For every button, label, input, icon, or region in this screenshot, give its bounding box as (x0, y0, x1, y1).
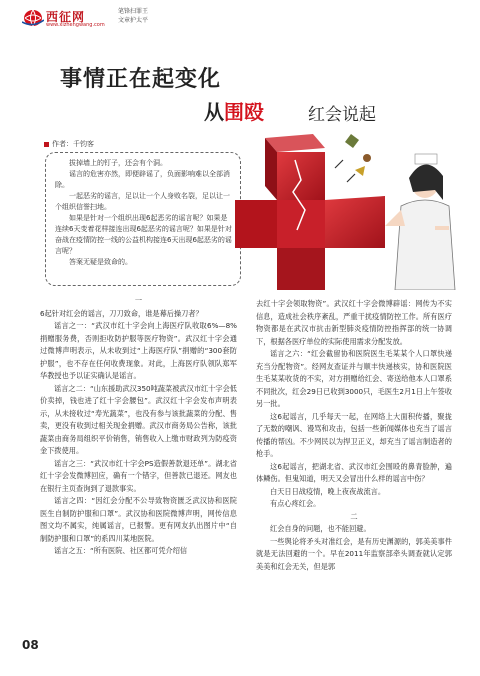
paragraph: 白天日日战疫情，晚上夜夜战流言。 (270, 486, 386, 496)
section-divider: 一 (134, 296, 143, 305)
author-name: 作者：千钧客 (52, 140, 94, 148)
section-divider: 二 (350, 511, 358, 521)
brand-name: 西征网 (46, 10, 86, 24)
title-highlight: 围殴 (224, 100, 264, 124)
title-line-2-suffix: 红会说起 (308, 105, 376, 125)
paragraph: 谣言之四：“因红会分配不公导致物资匮乏武汉协和医院医生自制防护服和口罩”。武汉协和医院微博声明，网传信息图文均不属实，纯属谣言，已报警。更有网友扒出图片中“自制防护服和口罩”的系四川某地医院。 (40, 496, 237, 543)
quote-line: 拔掉墙上的钉子，还会有个洞。 (69, 159, 167, 167)
title-line-2 (204, 96, 264, 125)
thrown-objects (335, 134, 371, 182)
section-name (118, 7, 162, 25)
paragraph: 谣言之六：“红会截留协和医院医生毛某某个人口罩快递充当分配物资”。经网友查证并与顺丰快递核实，协和医院医生毛某某收货的不实，对方捐赠给红会、寄送给他本人口罩系不同批次，红会29日已收到3000只，毛医生2月1日上午签收另一批。 (256, 349, 452, 408)
article-column-left (40, 295, 237, 558)
article-title (60, 60, 376, 130)
paragraph: 这6起谣言，几乎每天一起，在网络上大面积传播，聚拢了无数的嘲讽、谩骂和攻击，包括一些新闻媒体也充当了谣言传播的帮凶。不少网民以为捍卫正义，却充当了谣言制造者的枪手。 (256, 411, 452, 458)
page-number: 08 (22, 638, 39, 652)
red-cross-icon (235, 134, 385, 290)
quote-line: 谣言的危害亦然，即便辟谣了，负面影响难以全部消除。 (55, 170, 230, 189)
nurse-figure (385, 154, 455, 290)
quote-line: 一起恶劣的谣言，足以让一个人身败名裂，足以让一个组织信誉扫地。 (55, 192, 230, 211)
author-byline (44, 139, 94, 149)
title-prefix: 从 (204, 100, 224, 124)
pull-quote-text (55, 158, 233, 268)
globe-icon (22, 8, 44, 28)
section-line-1: 笔锋扫罪王 (118, 8, 149, 15)
paragraph: 去红十字会领取物资”。武汉红十字会微博辟谣：网传为不实信息，造成社会秩序紊乱，严重干扰疫情防控工作。所有医疗物资都是在武汉市抗击新型肺炎疫情防控指挥部的统一协调下，根据各医疗单位的实际使用需求分配发放。 (256, 299, 452, 346)
red-cross-illustration (235, 130, 475, 290)
site-logo (22, 6, 110, 30)
paragraph: 6起针对红会的谣言，刀刀致命，谁是幕后操刀者？ (40, 308, 203, 318)
paragraph: 谣言之三：“武汉市红十字会PS造假善款退还单”。湖北省红十字会发微博回应，确有一个错字，但善款已退还。网友也在银行主页查询到了退款事实。 (40, 458, 237, 493)
paragraph: 谣言之一：“武汉市红十字会向上海医疗队收取6%—8%捐赠服务费，否则拒收防护服等医疗物资”。武汉红十字会通过微博声明表示，从未收到过“上海医疗队”捐赠的“300套防护服”，也不存在任何收费现象。对此，上海医疗队领队郑军华教授也予以证实确认是谣言。 (40, 321, 237, 380)
quote-line: 如果是针对一个组织出现6起恶劣的谣言呢？如果是连续6天变着花样接连出现6起恶劣的谣言呢？如果是针对奋战在疫情防控一线的公益机构接连6天出现6起恶劣的谣言呢？ (55, 214, 232, 255)
paragraph: 这6起谣言，把湖北省、武汉市红会围殴的鼻青脸肿，遍体鳞伤。但鬼知道，明天又会冒出什么样的谣言中伤？ (256, 461, 452, 483)
paragraph: 谣言之二：“山东援助武汉350吨蔬菜被武汉市红十字会低价卖掉，钱也进了红十字会腰包”。武汉红十字会发布声明表示，从未接收过“寿光蔬菜”，也没有参与该批蔬菜的分配、售卖，更没有收到过相关现金捐赠。武汉市商务局公告称，该批蔬菜由商务局组织平价销售，销售收入上缴市财政列为防疫资金下拨使用。 (40, 383, 237, 455)
bullet-square-icon (44, 142, 49, 147)
paragraph: 红会自身的问题，也不能回避。 (270, 524, 371, 533)
brand-url: www.xizhengwang.com (46, 22, 105, 28)
quote-line: 答案无疑是致命的。 (69, 258, 132, 266)
pull-quote-box (45, 152, 241, 286)
section-line-2: 文章护太平 (118, 17, 149, 24)
paragraph: 谣言之五：“所有医院、社区都可凭介绍信 (54, 546, 188, 555)
title-line-1: 事情正在起变化 (60, 67, 222, 92)
paragraph: 有点心疼红会。 (270, 499, 321, 508)
paragraph: 一些舆论将矛头对准红会，是有历史渊源的，郭美美事件就是无法回避的一个。早在2011年监察部牵头调查就认定郭美美和红会无关，但是郭 (256, 536, 452, 571)
article-column-right (256, 298, 452, 573)
